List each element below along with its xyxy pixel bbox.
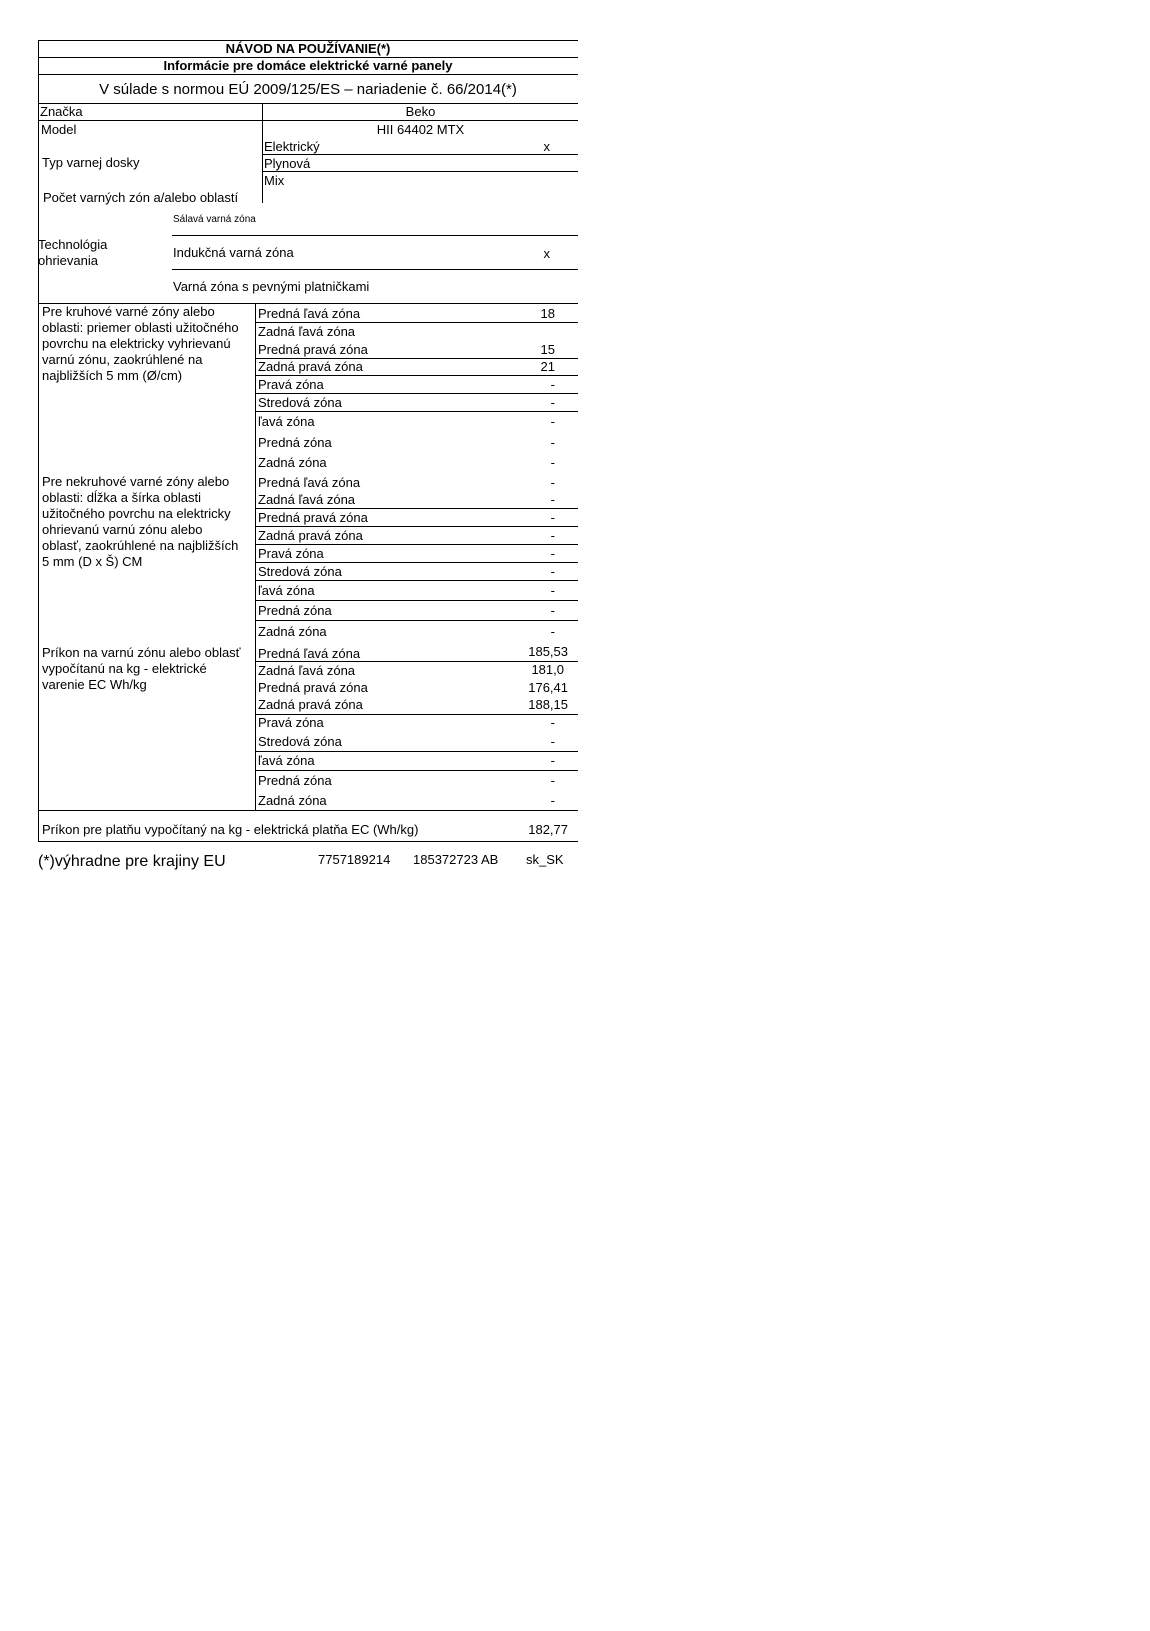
- model-label: Model: [41, 122, 77, 137]
- zone-name: Predná zóna: [258, 435, 332, 450]
- divider: [256, 508, 578, 509]
- table-border-left: [38, 40, 39, 811]
- zone-value: -: [550, 455, 555, 470]
- zone-name: Predná pravá zóna: [258, 342, 368, 357]
- zone-value: -: [550, 773, 555, 788]
- divider: [256, 375, 578, 376]
- zone-name: ľavá zóna: [258, 753, 315, 768]
- zone-name: Predná ľavá zóna: [258, 475, 361, 490]
- total-consumption-value: 182,77: [528, 822, 568, 837]
- hob-type-option: Elektrický: [264, 139, 320, 154]
- divider: [172, 235, 578, 236]
- divider: [38, 74, 578, 75]
- zone-value: -: [550, 510, 555, 525]
- zone-value: -: [550, 715, 555, 730]
- table-border-bottom: [38, 841, 578, 842]
- footer-locale: sk_SK: [526, 852, 564, 867]
- zone-name: Zadná pravá zóna: [258, 528, 363, 543]
- brand-value: Beko: [405, 104, 436, 119]
- zone-name: Predná pravá zóna: [258, 680, 368, 695]
- zone-value: -: [550, 414, 555, 429]
- zone-name: Pravá zóna: [258, 546, 324, 561]
- noncircular-zones-label: Pre nekruhové varné zóny alebo oblasti: dĺžka a šírka oblasti užitočného povrchu na elektricky ohrievanú varnú zónu alebo oblasť, zaokrúhlené na najbližších 5 mm (D x Š) CM: [42, 474, 239, 569]
- zone-name: Predná zóna: [258, 603, 332, 618]
- zone-value: 176,41: [528, 680, 568, 695]
- zone-name: Predná zóna: [258, 773, 332, 788]
- zone-name: Zadná zóna: [258, 793, 327, 808]
- zone-name: Stredová zóna: [258, 564, 342, 579]
- heating-option: Indukčná varná zóna: [173, 245, 294, 260]
- zone-value: -: [550, 395, 555, 410]
- regulation-line: V súlade s normou EÚ 2009/125/ES – nariadenie č. 66/2014(*): [99, 81, 517, 98]
- footer-code: 7757189214: [318, 852, 391, 867]
- divider: [263, 154, 578, 155]
- zone-value: -: [550, 734, 555, 749]
- zone-name: Zadná zóna: [258, 624, 327, 639]
- brand-label: Značka: [40, 104, 83, 119]
- divider: [263, 171, 578, 172]
- divider: [256, 600, 578, 601]
- zone-value: 15: [540, 342, 555, 357]
- divider: [256, 562, 578, 563]
- divider: [256, 322, 578, 323]
- zone-value: -: [550, 528, 555, 543]
- footer-note: (*)výhradne pre krajiny EU: [38, 853, 226, 870]
- heating-mark: x: [543, 246, 550, 261]
- zone-name: Predná ľavá zóna: [258, 306, 361, 321]
- zone-value: -: [550, 492, 555, 507]
- heating-technology-label: Technológia: [38, 237, 108, 252]
- heating-technology-label: ohrievania: [38, 253, 98, 268]
- zone-value: -: [550, 377, 555, 392]
- footer-code: 185372723 AB: [413, 852, 499, 867]
- sheet-title: NÁVOD NA POUŽÍVANIE(*): [225, 41, 391, 56]
- hob-type-label: Typ varnej dosky: [42, 155, 140, 170]
- divider: [38, 810, 578, 811]
- heating-option: Sálavá varná zóna: [173, 214, 256, 225]
- zone-value: -: [550, 603, 555, 618]
- column-divider: [255, 303, 256, 810]
- zone-name: Zadná pravá zóna: [258, 359, 363, 374]
- circular-zones-label: Pre kruhové varné zóny alebo oblasti: priemer oblasti užitočného povrchu na elektricky vyhrievanú varnú zónu, zaokrúhlené na najbližších 5 mm (Ø/cm): [42, 304, 239, 383]
- zone-name: ľavá zóna: [258, 583, 315, 598]
- zone-value: -: [550, 753, 555, 768]
- zone-value: -: [550, 624, 555, 639]
- divider: [256, 770, 578, 771]
- zone-value: -: [550, 475, 555, 490]
- hob-type-option: Plynová: [264, 156, 311, 171]
- total-consumption-label: Príkon pre platňu vypočítaný na kg - elektrická platňa EC (Wh/kg): [42, 822, 419, 837]
- zone-name: Pravá zóna: [258, 715, 324, 730]
- heating-option: Varná zóna s pevnými platničkami: [173, 279, 370, 294]
- zone-value: -: [550, 583, 555, 598]
- zone-value: 188,15: [528, 697, 568, 712]
- zone-value: -: [550, 435, 555, 450]
- consumption-label: Príkon na varnú zónu alebo oblasť vypočítanú na kg - elektrické varenie EC Wh/kg: [42, 645, 241, 692]
- zone-name: ľavá zóna: [258, 414, 315, 429]
- zone-value: 185,53: [528, 644, 568, 659]
- zone-value: 21: [540, 359, 555, 374]
- divider: [256, 393, 578, 394]
- model-value: HII 64402 MTX: [376, 122, 465, 137]
- zone-value: -: [550, 793, 555, 808]
- zone-value: -: [550, 564, 555, 579]
- divider: [256, 751, 578, 752]
- hob-type-mark: x: [543, 139, 550, 154]
- zone-name: Zadná ľavá zóna: [258, 663, 356, 678]
- zone-name: Zadná ľavá zóna: [258, 492, 356, 507]
- divider: [256, 620, 578, 621]
- hob-type-option: Mix: [264, 173, 285, 188]
- sheet-subtitle: Informácie pre domáce elektrické varné panely: [163, 58, 453, 73]
- zone-value: -: [550, 546, 555, 561]
- divider: [256, 411, 578, 412]
- divider: [172, 269, 578, 270]
- divider: [256, 544, 578, 545]
- table-border-left: [38, 810, 39, 841]
- divider: [38, 120, 578, 121]
- divider: [256, 526, 578, 527]
- zone-count-label: Počet varných zón a/alebo oblastí: [43, 190, 239, 205]
- zone-name: Pravá zóna: [258, 377, 324, 392]
- zone-name: Predná ľavá zóna: [258, 646, 361, 661]
- column-divider: [262, 103, 263, 203]
- divider: [256, 580, 578, 581]
- zone-name: Zadná pravá zóna: [258, 697, 363, 712]
- zone-value: 18: [540, 306, 555, 321]
- zone-name: Zadná zóna: [258, 455, 327, 470]
- zone-name: Zadná ľavá zóna: [258, 324, 356, 339]
- zone-name: Predná pravá zóna: [258, 510, 368, 525]
- zone-value: 181,0: [531, 662, 564, 677]
- zone-name: Stredová zóna: [258, 395, 342, 410]
- zone-name: Stredová zóna: [258, 734, 342, 749]
